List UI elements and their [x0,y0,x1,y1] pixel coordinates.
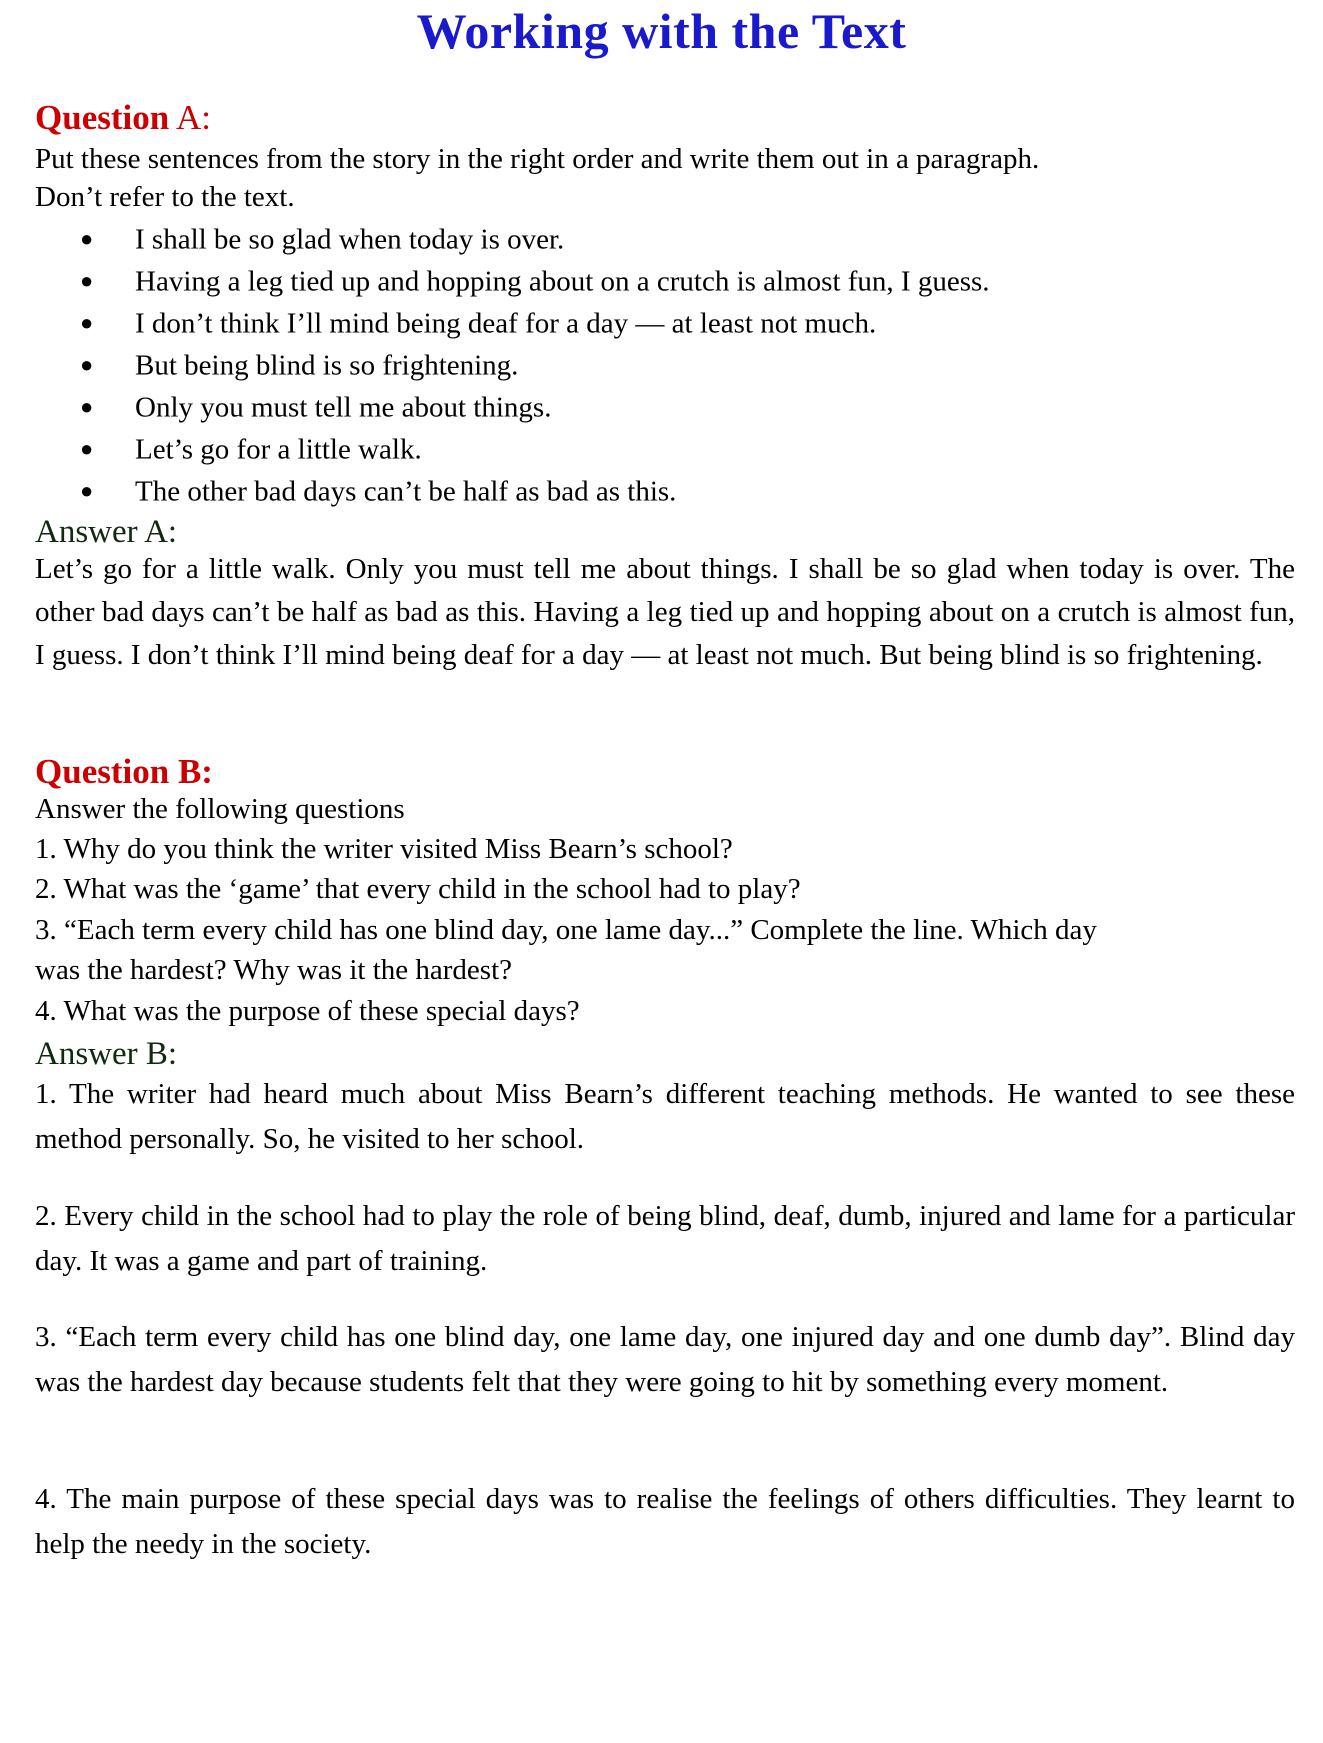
bullet-dot-icon: ● [80,478,94,504]
answer-a-heading: Answer A: [35,514,178,550]
bullet-dot-icon: ● [80,352,94,378]
sentence-list-item: ● But being blind is so frightening. [80,349,519,382]
sentence-list-item: ● I don’t think I’ll mind being deaf for a day — at least not much. [80,307,877,340]
question-b-item: 1. Why do you think the writer visited Miss Bearn’s school? [35,833,733,865]
sentence-list-item: ● The other bad days can’t be half as bad as this. [80,475,677,508]
sentence-list-item: ● I shall be so glad when today is over. [80,223,565,256]
answer-b-item: 2. Every child in the school had to play the role of being blind, deaf, dumb, injured and lame for a particular day. It was a game and part of training. [35,1200,1295,1277]
page-title: Working with the Text [416,3,907,59]
sentence-list-item: ● Having a leg tied up and hopping about on a crutch is almost fun, I guess. [80,265,990,298]
bullet-dot-icon: ● [80,310,94,336]
bullet-dot-icon: ● [80,394,94,420]
answer-a-paragraph: Let’s go for a little walk. Only you must tell me about things. I shall be so glad when today is over. The other bad days can’t be half as bad as this. Having a leg tied up and hopping about on a crutch is almost fun, I guess. I don’t think I’ll mind being deaf for a day — at least not much. But being blind is so frightening. [35,553,1295,671]
answer-b-heading: Answer B: [35,1036,178,1072]
answer-b-item: 1. The writer had heard much about Miss Bearn’s different teaching methods. He wanted to see these method personally. So, he visited to her school. [35,1078,1295,1155]
question-b-item: 4. What was the purpose of these special days? [35,995,580,1027]
question-a-heading [35,98,211,138]
question-b-item: was the hardest? Why was it the hardest? [35,954,512,986]
answer-b-item: 4. The main purpose of these special days was to realise the feelings of others difficulties. They learnt to help the needy in the society. [35,1483,1295,1560]
question-a-instruction: Don’t refer to the text. [35,181,295,213]
bullet-dot-icon: ● [80,226,94,252]
sentence-list-item: ● Let’s go for a little walk. [80,433,422,466]
question-b-item: 3. “Each term every child has one blind day, one lame day...” Complete the line. Which day [35,914,1097,946]
question-b-intro: Answer the following questions [35,793,405,825]
bullet-dot-icon: ● [80,268,94,294]
question-a-instruction: Put these sentences from the story in the right order and write them out in a paragraph. [35,143,1040,175]
question-a-heading-label: A: [169,98,212,137]
sentence-list-item: ● Only you must tell me about things. [80,391,552,424]
question-b-item: 2. What was the ‘game’ that every child in the school had to play? [35,873,801,905]
question-b-heading: Question B: [35,752,213,791]
bullet-dot-icon: ● [80,436,94,462]
question-a-heading-bold: Question [35,98,170,137]
answer-b-item: 3. “Each term every child has one blind day, one lame day, one injured day and one dumb day”. Blind day was the hardest day because students felt that they were going to hit by something every moment. [35,1321,1295,1398]
